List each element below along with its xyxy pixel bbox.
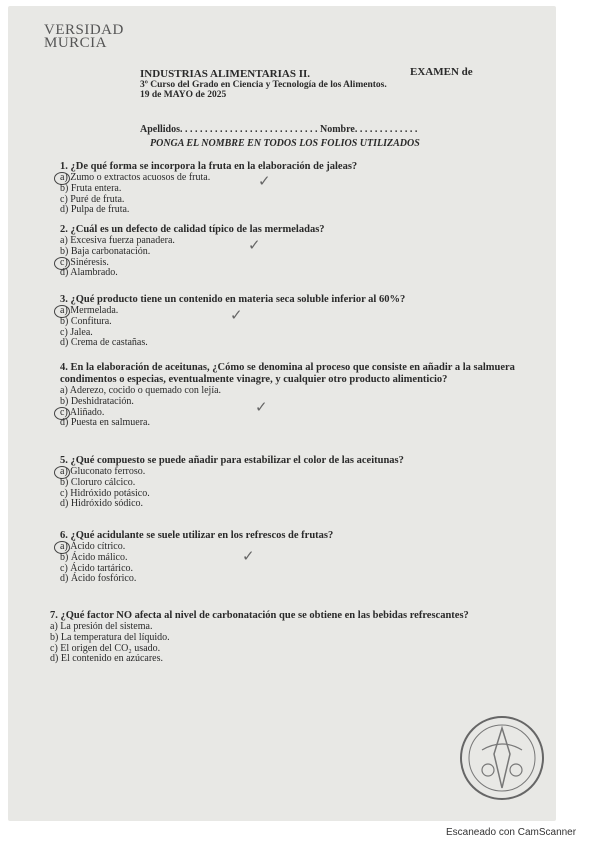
question-text: 3. ¿Qué producto tiene un contenido en materia seca soluble inferior al 60%? (60, 294, 406, 305)
option-a: a) Gluconato ferroso. (60, 467, 550, 478)
check-mark-icon: ✓ (230, 306, 243, 324)
option-c: c) Aliñado. (60, 408, 530, 419)
option-c: c) Sinéresis. (60, 258, 550, 269)
question-5 (60, 455, 550, 510)
option-a: a) Ácido cítrico. (60, 542, 550, 553)
option-b: b) Confitura. (60, 315, 112, 327)
name-fields: Apellidos. . . . . . . . . . . . . . . . . . . . . . . . . . . . Nombre. . . . . . . . . . . . . (140, 124, 418, 135)
option-a: a) Zumo o extractos acuosos de fruta. (60, 173, 550, 184)
university-logo: VERSIDAD MURCIA (44, 22, 124, 51)
option-b: b) Deshidratación. (60, 395, 134, 407)
question-1 (60, 161, 550, 216)
exam-label: EXAMEN de (410, 66, 473, 78)
question-6 (60, 530, 550, 585)
question-3 (60, 294, 550, 349)
option-a: a) La presión del sistema. (50, 621, 153, 632)
check-mark-icon: ✓ (258, 172, 271, 190)
question-7 (50, 610, 540, 665)
exam-header (140, 68, 387, 100)
question-text: 1. ¿De qué forma se incorpora la fruta en la elaboración de jaleas? (60, 161, 358, 172)
option-c: c) Ácido tartárico. (60, 562, 134, 574)
option-d: d) Alambrado. (60, 267, 118, 279)
check-mark-icon: ✓ (242, 547, 255, 565)
scanner-watermark: Escaneado con CamScanner (446, 827, 577, 838)
option-a: a) Aderezo, cocido o quemado con lejía. (60, 385, 222, 396)
question-text: 5. ¿Qué compuesto se puede añadir para estabilizar el color de las aceitunas? (60, 455, 404, 466)
option-d: d) El contenido en azúcares. (50, 653, 164, 665)
option-d: d) Hidróxido sódico. (60, 498, 144, 510)
option-c: c) Hidróxido potásico. (60, 487, 150, 499)
option-c: c) El origen del CO₂ usado. (50, 642, 161, 654)
option-a: a) Mermelada. (60, 306, 550, 317)
option-d: d) Crema de castañas. (60, 337, 148, 349)
option-a: a) Excesiva fuerza panadera. (60, 235, 175, 246)
option-b: b) Ácido málico. (60, 551, 128, 563)
subject-title: INDUSTRIAS ALIMENTARIAS II. (140, 68, 311, 80)
university-seal-icon (458, 714, 546, 802)
option-d: d) Pulpa de fruta. (60, 204, 130, 216)
option-b: b) La temperatura del líquido. (50, 631, 170, 643)
question-text: 6. ¿Qué acidulante se suele utilizar en los refrescos de frutas? (60, 530, 334, 541)
option-b: b) Fruta entera. (60, 182, 122, 194)
check-mark-icon: ✓ (248, 236, 261, 254)
option-d: d) Puesta en salmuera. (60, 417, 150, 429)
exam-date: 19 de MAYO de 2025 (140, 90, 227, 100)
question-text: 4. En la elaboración de aceitunas, ¿Cómo se denomina al proceso que consiste en añadir a la salmuera condimentos o especias, eventualmente vinagre, y cualquier otro producto alimenticio? (60, 362, 515, 385)
question-text: 7. ¿Qué factor NO afecta al nivel de carbonatación que se obtiene en las bebidas refrescantes? (50, 610, 469, 621)
option-b: b) Baja carbonatación. (60, 245, 151, 257)
course-line: 3º Curso del Grado en Ciencia y Tecnología de los Alimentos. (140, 80, 387, 90)
option-c: c) Jalea. (60, 326, 93, 338)
option-c: c) Puré de fruta. (60, 193, 125, 205)
check-mark-icon: ✓ (255, 398, 268, 416)
option-d: d) Ácido fosfórico. (60, 573, 137, 585)
question-text: 2. ¿Cuál es un defecto de calidad típico de las mermeladas? (60, 224, 325, 235)
question-2 (60, 224, 550, 279)
name-notice: PONGA EL NOMBRE EN TODOS LOS FOLIOS UTILIZADOS (150, 138, 420, 149)
option-b: b) Cloruro cálcico. (60, 476, 136, 488)
question-4 (60, 362, 530, 429)
